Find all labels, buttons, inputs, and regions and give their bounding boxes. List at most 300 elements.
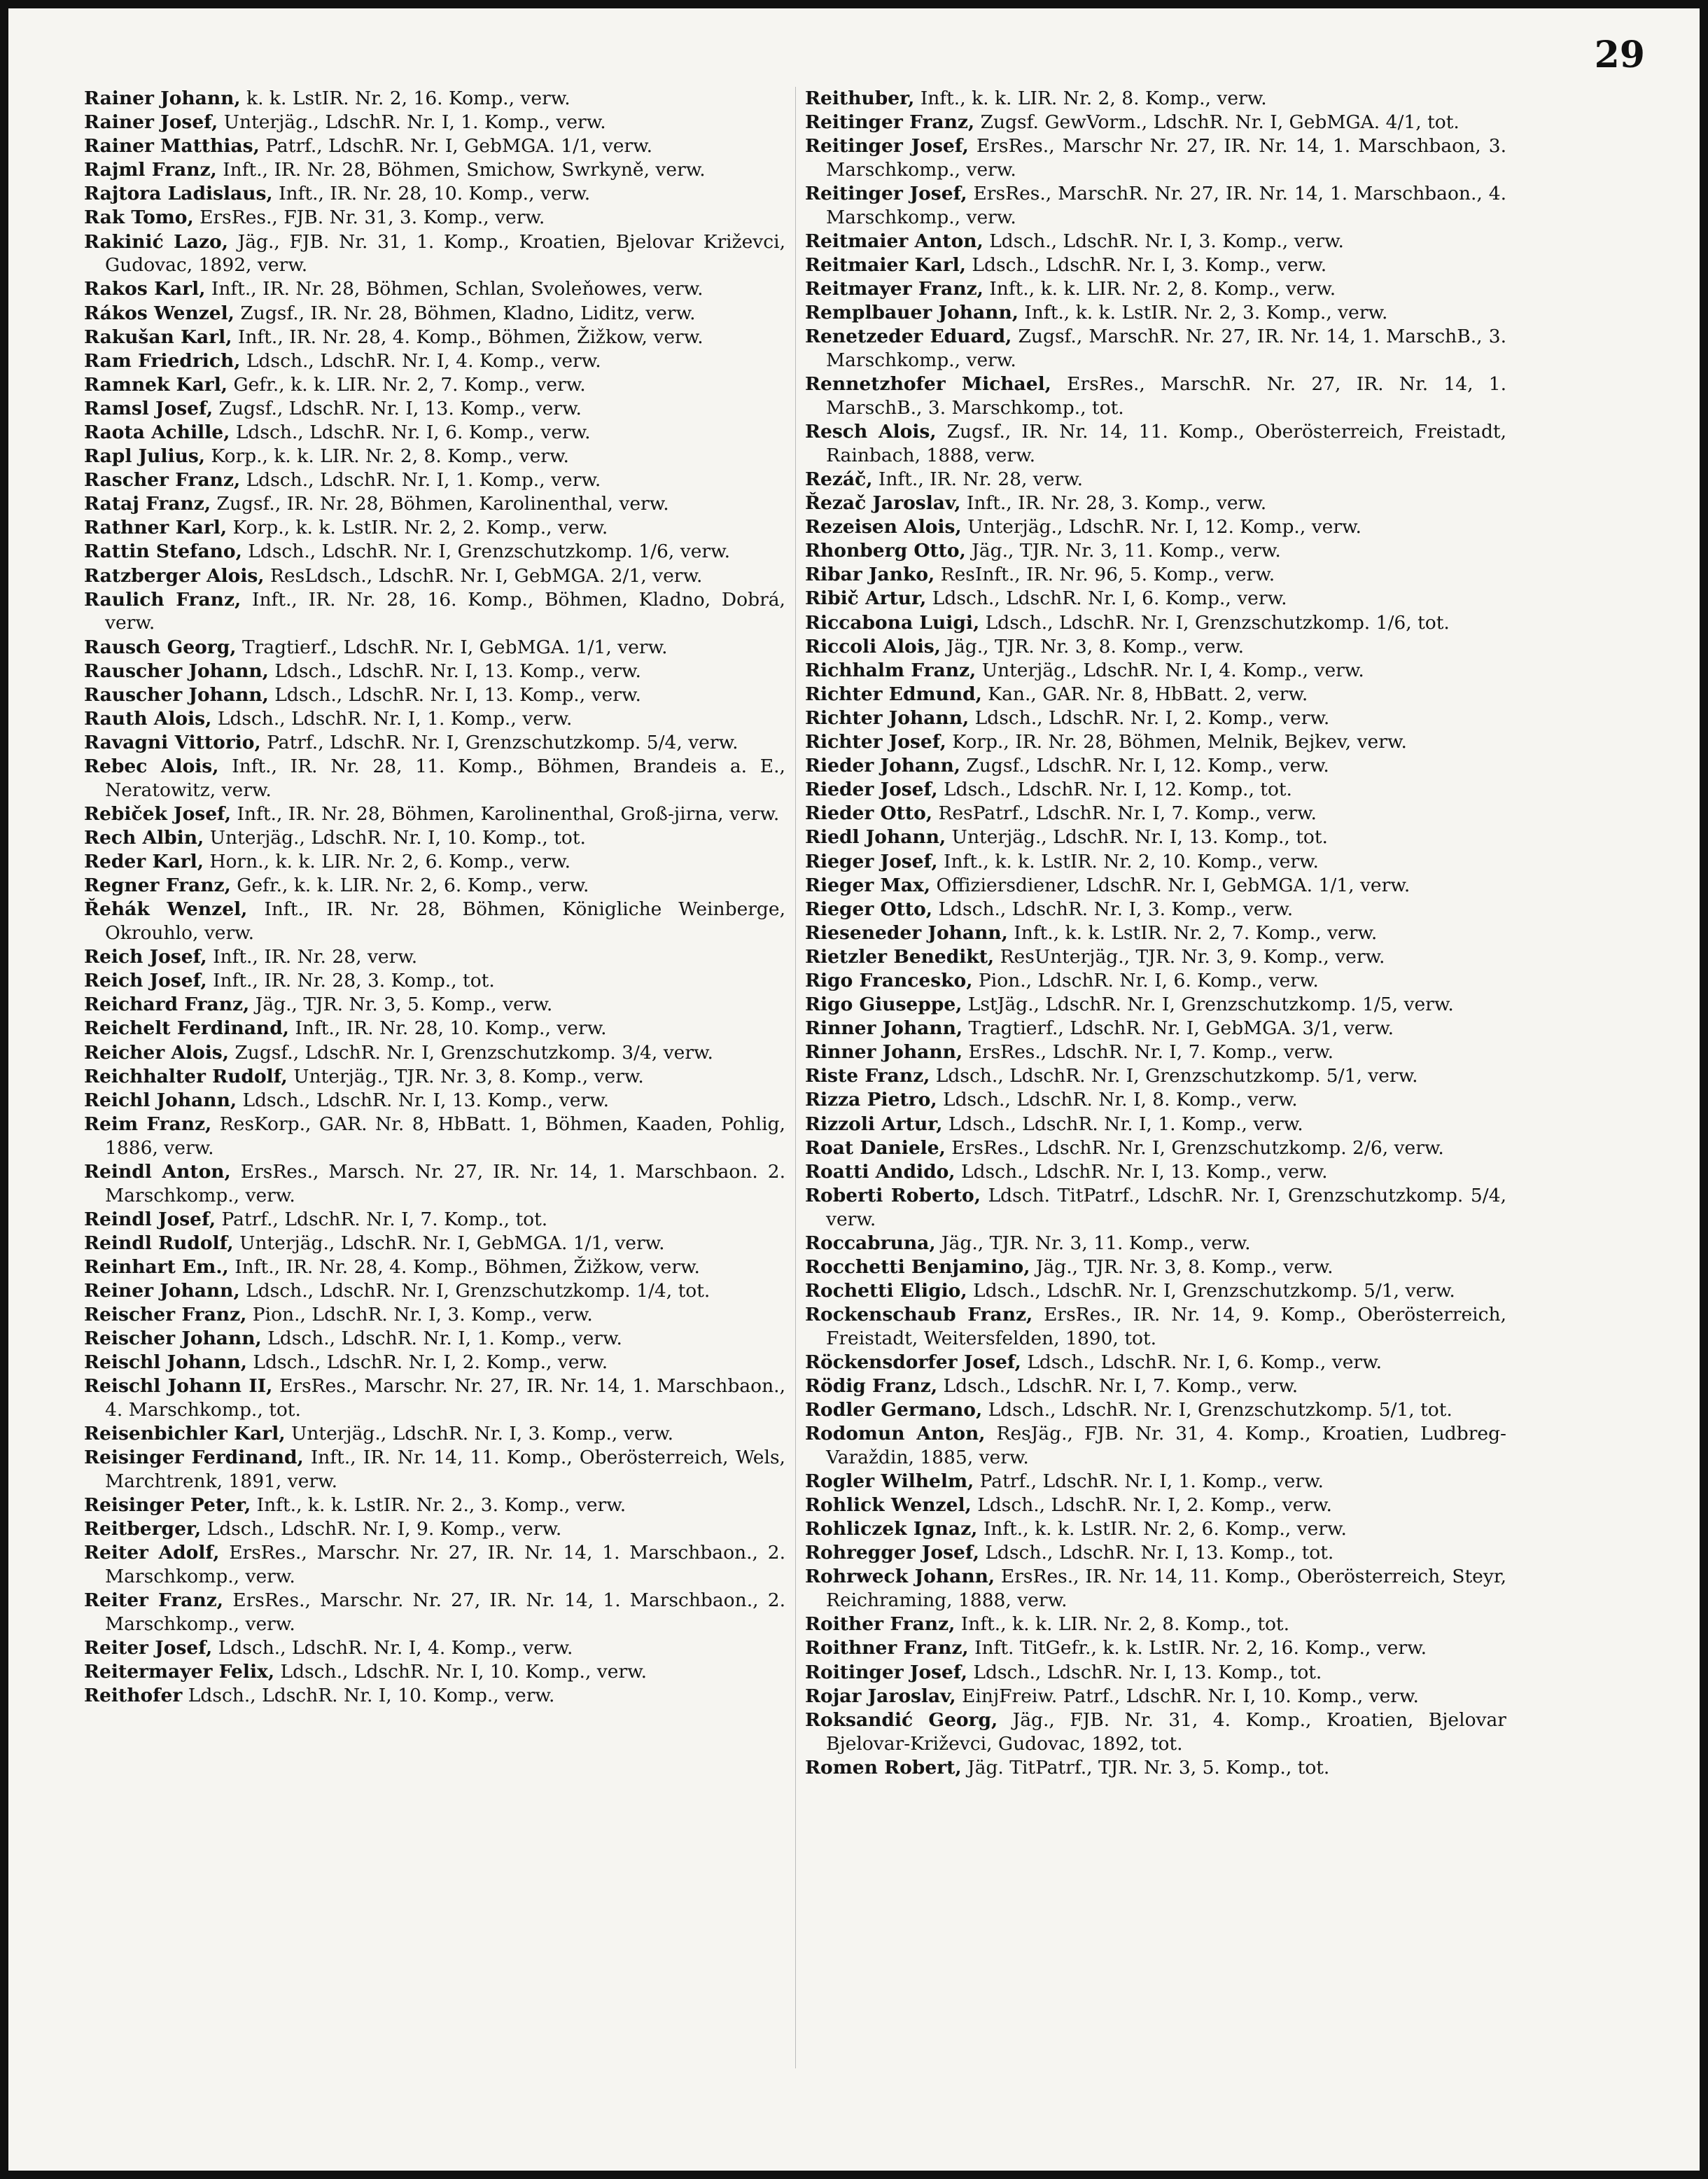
entry-details: Jäg., TJR. Nr. 3, 8. Komp., verw. xyxy=(946,635,1245,657)
entry-name: Rhonberg Otto, xyxy=(805,540,966,562)
list-item xyxy=(84,1636,785,1660)
list-item xyxy=(805,111,1506,134)
entry-name: Rebec Alois, xyxy=(84,756,219,778)
list-item xyxy=(805,230,1506,253)
list-item xyxy=(84,1517,785,1541)
entry-name: Ribar Janko, xyxy=(805,564,935,586)
list-item xyxy=(84,1089,785,1113)
entry-name: Reitmaier Karl, xyxy=(805,254,966,277)
entry-details: Ldsch., LdschR. Nr. I, Grenzschutzkomp. 1/6, tot. xyxy=(985,611,1450,634)
entry-name: Rennetzhofer Michael, xyxy=(805,373,1051,396)
entry-details: ErsRes., MarschR. Nr. 27, IR. Nr. 14, 1. MarschB., 3. Marschkomp., tot. xyxy=(826,373,1506,419)
entry-details: Ldsch., LdschR. Nr. I, 9. Komp., verw. xyxy=(206,1518,562,1540)
entry-name: Rauscher Johann, xyxy=(84,683,269,706)
entry-details: Ldsch., LdschR. Nr. I, 2. Komp., verw. xyxy=(974,706,1330,729)
entry-name: Rakušan Karl, xyxy=(84,326,232,348)
list-item xyxy=(84,826,785,850)
list-item xyxy=(84,1255,785,1279)
entry-name: Reiner Johann, xyxy=(84,1279,240,1302)
entry-details: Ldsch., LdschR. Nr. I, 1. Komp., verw. xyxy=(948,1113,1303,1135)
list-item xyxy=(805,1374,1506,1398)
list-item xyxy=(805,1636,1506,1660)
entry-name: Ram Friedrich, xyxy=(84,349,241,372)
list-item xyxy=(84,445,785,468)
entry-name: Ravagni Vittorio, xyxy=(84,731,261,753)
list-item xyxy=(805,945,1506,969)
list-item xyxy=(805,802,1506,826)
list-item xyxy=(84,1494,785,1517)
entry-name: Rausch Georg, xyxy=(84,636,237,658)
entry-details: Gefr., k. k. LIR. Nr. 2, 6. Komp., verw. xyxy=(237,875,589,897)
list-item xyxy=(805,1232,1506,1255)
list-item xyxy=(84,230,785,278)
entry-details: Ldsch., LdschR. Nr. I, 10. Komp., verw. xyxy=(188,1685,555,1707)
list-item xyxy=(805,1113,1506,1136)
list-item xyxy=(84,302,785,326)
entry-details: ErsRes., Marschr. Nr. 27, IR. Nr. 14, 1. Marschbaon., 2. Marschkomp., verw. xyxy=(105,1589,786,1636)
entry-details: ResInft., IR. Nr. 96, 5. Komp., verw. xyxy=(940,564,1275,586)
entry-name: Riesenеder Johann, xyxy=(805,921,1008,944)
entry-name: Rizzoli Artur, xyxy=(805,1113,943,1135)
entry-name: Reindl Rudolf, xyxy=(84,1232,234,1254)
list-item xyxy=(805,134,1506,182)
list-item xyxy=(805,993,1506,1017)
entry-details: Unterjäg., LdschR. Nr. I, GebMGA. 1/1, verw. xyxy=(239,1232,665,1254)
entry-details: ErsRes., Marsch. Nr. 27, IR. Nr. 14, 1. Marschbaon. 2. Marschkomp., verw. xyxy=(105,1160,785,1206)
list-item xyxy=(84,1589,785,1636)
entry-name: Ramnek Karl, xyxy=(84,373,228,396)
entry-name: Rattin Stefano, xyxy=(84,541,242,563)
entry-name: Reischer Franz, xyxy=(84,1304,247,1325)
list-item xyxy=(805,1708,1506,1756)
list-item xyxy=(84,158,785,182)
list-item xyxy=(84,1684,785,1708)
entry-details: Jäg., TJR. Nr. 3, 11. Komp., verw. xyxy=(941,1232,1251,1254)
entry-details: Ldsch., LdschR. Nr. I, 13. Komp., verw. xyxy=(274,660,641,682)
entry-name: Rathner Karl, xyxy=(84,517,227,539)
entry-details: Ldsch., LdschR. Nr. I, 13. Komp., verw. xyxy=(274,683,641,706)
entry-details: Inft., k. k. LstIR. Nr. 2, 3. Komp., verw. xyxy=(1024,302,1388,324)
list-item xyxy=(84,468,785,492)
entry-details: k. k. LstIR. Nr. 2, 16. Komp., verw. xyxy=(246,88,570,109)
list-item xyxy=(805,1160,1506,1184)
list-item xyxy=(805,778,1506,802)
entry-details: Pion., LdschR. Nr. I, 6. Komp., verw. xyxy=(978,969,1319,991)
entry-name: Rascher Franz, xyxy=(84,469,241,492)
entry-name: Rinner Johann, xyxy=(805,1017,963,1040)
entry-name: Rojar Jaroslav, xyxy=(805,1685,956,1707)
entry-name: Rech Albin, xyxy=(84,827,204,849)
entry-details: Ldsch., LdschR. Nr. I, 10. Komp., verw. xyxy=(280,1661,648,1683)
entry-name: Reindl Anton, xyxy=(84,1160,231,1183)
entry-name: Rieger Josef, xyxy=(805,850,938,872)
list-item xyxy=(805,182,1506,230)
list-item xyxy=(805,659,1506,683)
entry-details: Korp., k. k. LstIR. Nr. 2, 2. Komp., verw. xyxy=(232,517,608,539)
list-item xyxy=(805,1064,1506,1088)
list-item xyxy=(805,850,1506,874)
entry-details: Unterjäg., LdschR. Nr. I, 1. Komp., verw. xyxy=(223,111,606,134)
list-item xyxy=(84,1017,785,1040)
entry-name: Rohregger Josef, xyxy=(805,1542,979,1564)
list-item xyxy=(805,373,1506,420)
list-item xyxy=(84,1160,785,1208)
list-item xyxy=(84,874,785,898)
entry-details: Unterjäg., TJR. Nr. 3, 8. Komp., verw. xyxy=(293,1065,644,1087)
entry-details: Patrf., LdschR. Nr. I, 1. Komp., verw. xyxy=(979,1470,1324,1493)
entry-name: Riccoli Alois, xyxy=(805,635,941,657)
entry-details: Inft., IR. Nr. 28, Böhmen, Smichow, Swrkyně, verw. xyxy=(223,159,706,181)
entry-name: Rak Tomo, xyxy=(84,207,194,229)
list-item xyxy=(805,587,1506,611)
entry-details: ResLdsch., LdschR. Nr. I, GebMGA. 2/1, verw. xyxy=(270,564,703,587)
list-item xyxy=(84,588,785,636)
entry-name: Řezač Jaroslav, xyxy=(805,492,961,515)
entry-details: Inft., IR. Nr. 14, 11. Komp., Oberösterreich, Wels, Marchtrenk, 1891, verw. xyxy=(105,1447,785,1493)
entry-name: Rinner Johann, xyxy=(805,1041,963,1064)
entry-name: Rieger Otto, xyxy=(805,898,932,920)
entry-details: Ldsch., LdschR. Nr. I, Grenzschutzkomp. 5/1, verw. xyxy=(935,1065,1418,1087)
entry-name: Rebiček Josef, xyxy=(84,802,232,825)
entry-name: Rezeisen Alois, xyxy=(805,516,962,538)
entry-details: Inft., k. k. LstIR. Nr. 2, 6. Komp., verw. xyxy=(983,1518,1347,1540)
entry-details: Ldsch., LdschR. Nr. I, 2. Komp., verw. xyxy=(977,1494,1332,1517)
entry-details: ResPatrf., LdschR. Nr. I, 7. Komp., verw. xyxy=(938,802,1317,825)
entry-name: Riedl Johann, xyxy=(805,826,946,849)
list-item xyxy=(84,1660,785,1684)
list-item xyxy=(84,1041,785,1065)
document-page xyxy=(8,8,1700,2171)
entry-name: Reischl Johann II, xyxy=(84,1375,273,1398)
list-item xyxy=(805,1040,1506,1064)
list-item xyxy=(805,1422,1506,1470)
list-item xyxy=(84,850,785,874)
list-item xyxy=(805,87,1506,111)
list-item xyxy=(84,111,785,134)
entry-name: Roitinger Josef, xyxy=(805,1661,967,1683)
list-item xyxy=(805,730,1506,754)
entry-details: Ldsch., LdschR. Nr. I, 3. Komp., verw. xyxy=(989,230,1344,252)
entry-name: Reitinger Josef, xyxy=(805,183,967,205)
list-item xyxy=(805,1494,1506,1517)
entry-name: Reichl Johann, xyxy=(84,1089,237,1111)
entry-name: Ribič Artur, xyxy=(805,587,927,610)
entry-name: Reichhalter Rudolf, xyxy=(84,1065,288,1087)
entry-name: Reder Karl, xyxy=(84,851,204,873)
list-item xyxy=(84,87,785,111)
entry-details: Kan., GAR. Nr. 8, HbBatt. 2, verw. xyxy=(988,683,1308,705)
list-item xyxy=(84,421,785,445)
list-item xyxy=(84,564,785,588)
entry-details: Zugsf., MarschR. Nr. 27, IR. Nr. 14, 1. MarschB., 3. Marschkomp., verw. xyxy=(826,326,1506,372)
entry-details: Ldsch., LdschR. Nr. I, 13. Komp., verw. xyxy=(960,1160,1328,1183)
left-column xyxy=(84,87,785,1708)
entry-name: Reichard Franz, xyxy=(84,994,250,1016)
page-number: 29 xyxy=(1594,34,1645,76)
list-item xyxy=(805,611,1506,635)
entry-details: Ldsch., LdschR. Nr. I, 13. Komp., verw. xyxy=(242,1089,610,1111)
entry-details: Jäg., TJR. Nr. 3, 5. Komp., verw. xyxy=(255,994,553,1016)
entry-name: Rapl Julius, xyxy=(84,445,205,468)
list-item xyxy=(805,301,1506,325)
entry-details: Ldsch., LdschR. Nr. I, 1. Komp., verw. xyxy=(267,1328,622,1350)
entry-name: Reisinger Ferdinand, xyxy=(84,1447,304,1469)
entry-details: Tragtierf., LdschR. Nr. I, GebMGA. 1/1, verw. xyxy=(241,636,668,658)
list-item xyxy=(805,1017,1506,1040)
list-item xyxy=(805,253,1506,277)
list-item xyxy=(805,468,1506,492)
entry-details: Zugsf., IR. Nr. 28, Böhmen, Kladno, Liditz, verw. xyxy=(240,302,696,324)
list-item xyxy=(84,1113,785,1160)
entry-details: Ldsch., LdschR. Nr. I, 3. Komp., verw. xyxy=(972,254,1327,277)
entry-name: Rödig Franz, xyxy=(805,1374,938,1397)
list-item xyxy=(84,802,785,826)
entry-details: Inft., IR. Nr. 28, 3. Komp., tot. xyxy=(213,970,495,992)
entry-name: Reitinger Franz, xyxy=(805,111,975,134)
entry-details: Inft., IR. Nr. 28, 16. Komp., Böhmen, Kladno, Dobrá, verw. xyxy=(105,588,785,634)
entry-details: Ldsch., LdschR. Nr. I, 8. Komp., verw. xyxy=(942,1089,1298,1111)
entry-details: Jäg., FJB. Nr. 31, 1. Komp., Kroatien, Bjelovar Križevci, Gudovac, 1892, verw. xyxy=(105,230,785,277)
list-item xyxy=(84,134,785,158)
entry-name: Reithuber, xyxy=(805,88,915,109)
entry-details: Inft., IR. Nr. 28, Böhmen, Königliche Weinberge, Okrouhlo, verw. xyxy=(105,898,785,945)
entry-details: Inft., IR. Nr. 28, 10. Komp., verw. xyxy=(279,183,591,205)
column-divider xyxy=(795,87,796,2068)
list-item xyxy=(805,1613,1506,1636)
list-item xyxy=(805,898,1506,921)
entry-details: Inft., IR. Nr. 28, 4. Komp., Böhmen, Žižkow, verw. xyxy=(234,1255,700,1278)
list-item xyxy=(84,755,785,802)
entry-details: Zugsf., LdschR. Nr. I, Grenzschutzkomp. 3/4, verw. xyxy=(234,1041,713,1064)
entry-name: Rohliczek Ignaz, xyxy=(805,1518,978,1540)
list-item xyxy=(805,635,1506,659)
entry-name: Rogler Wilhelm, xyxy=(805,1470,974,1493)
entry-name: Rigo Giuseppe, xyxy=(805,994,962,1016)
list-item xyxy=(805,1517,1506,1541)
list-item xyxy=(805,539,1506,563)
list-item xyxy=(84,397,785,421)
entry-details: Ldsch., LdschR. Nr. I, 6. Komp., verw. xyxy=(1027,1351,1382,1373)
list-item xyxy=(84,1065,785,1089)
entry-name: Reischl Johann, xyxy=(84,1351,247,1374)
entry-details: Zugsf. GewVorm., LdschR. Nr. I, GebMGA. 4/1, tot. xyxy=(980,111,1460,134)
entry-details: Inft., IR. Nr. 28, 11. Komp., Böhmen, Brandeis a. E., Neratowitz, verw. xyxy=(105,756,785,801)
entry-details: Zugsf., IR. Nr. 28, Böhmen, Karolinenthal, verw. xyxy=(216,493,669,515)
list-item xyxy=(805,1184,1506,1232)
entry-details: Jäg. TitPatrf., TJR. Nr. 3, 5. Komp., tot. xyxy=(967,1756,1330,1778)
list-item xyxy=(805,826,1506,849)
entry-details: Jäg., FJB. Nr. 31, 4. Komp., Kroatien, Bjelovar Bjelovar-Križevci, Gudovac, 1892, tot. xyxy=(826,1708,1506,1755)
entry-details: Inft., k. k. LIR. Nr. 2, 8. Komp., verw. xyxy=(989,278,1336,300)
entry-details: Inft., IR. Nr. 28, verw. xyxy=(213,946,418,968)
entry-details: Unterjäg., LdschR. Nr. I, 10. Komp., tot. xyxy=(209,827,586,849)
list-item xyxy=(805,1685,1506,1708)
entry-name: Reitberger, xyxy=(84,1518,202,1540)
entry-name: Roksandić Georg, xyxy=(805,1708,998,1731)
entry-details: Inft., IR. Nr. 28, 4. Komp., Böhmen, Žižkow, verw. xyxy=(237,326,704,348)
entry-details: Inft., k. k. LIR. Nr. 2, 8. Komp., tot. xyxy=(960,1613,1290,1636)
list-item xyxy=(84,1422,785,1446)
entry-name: Richter Edmund, xyxy=(805,683,982,705)
entry-details: Patrf., LdschR. Nr. I, 7. Komp., tot. xyxy=(221,1208,548,1230)
entry-details: LstJäg., LdschR. Nr. I, Grenzschutzkomp. 1/5, verw. xyxy=(967,994,1454,1016)
list-item xyxy=(805,706,1506,730)
entry-details: Zugsf., LdschR. Nr. I, 13. Komp., verw. xyxy=(218,397,582,419)
entry-details: Ldsch., LdschR. Nr. I, Grenzschutzkomp. 5/1, tot. xyxy=(988,1399,1452,1421)
list-item xyxy=(84,945,785,969)
entry-name: Rainer Matthias, xyxy=(84,135,260,158)
list-item xyxy=(805,754,1506,778)
list-item xyxy=(805,1756,1506,1780)
entry-name: Roccabruna, xyxy=(805,1232,936,1254)
list-item xyxy=(84,1279,785,1303)
list-item xyxy=(805,515,1506,539)
entry-name: Roat Daniele, xyxy=(805,1136,946,1159)
entry-details: Inft. TitGefr., k. k. LstIR. Nr. 2, 16. Komp., verw. xyxy=(974,1637,1427,1659)
entry-name: Raota Achille, xyxy=(84,422,230,444)
entry-name: Remplbauer Johann, xyxy=(805,302,1018,324)
entry-name: Rietzler Benedikt, xyxy=(805,945,995,968)
list-item xyxy=(805,277,1506,301)
entry-details: Ldsch., LdschR. Nr. I, 1. Komp., verw. xyxy=(217,707,573,730)
list-item xyxy=(805,1565,1506,1613)
list-item xyxy=(84,1303,785,1327)
entry-name: Riste Franz, xyxy=(805,1065,930,1087)
entry-details: Ldsch., LdschR. Nr. I, 6. Komp., verw. xyxy=(932,587,1287,610)
list-item xyxy=(805,921,1506,945)
entry-details: Zugsf., LdschR. Nr. I, 12. Komp., verw. xyxy=(966,755,1329,777)
entry-name: Reinhart Em., xyxy=(84,1255,229,1278)
list-item xyxy=(84,969,785,993)
list-item xyxy=(84,540,785,564)
list-item xyxy=(84,707,785,731)
entry-name: Roatti Andido, xyxy=(805,1160,955,1183)
entry-name: Reichelt Ferdinand, xyxy=(84,1017,289,1040)
entry-details: Inft., IR. Nr. 28, Böhmen, Schlan, Svoleňowes, verw. xyxy=(211,278,704,300)
entry-details: Unterjäg., LdschR. Nr. I, 4. Komp., verw. xyxy=(981,659,1364,681)
entry-details: ErsRes., IR. Nr. 14, 9. Komp., Oberösterreich, Freistadt, Weitersfelden, 1890, tot. xyxy=(826,1304,1506,1349)
entry-name: Reisenbichler Karl, xyxy=(84,1423,286,1445)
list-item xyxy=(805,1398,1506,1422)
entry-name: Riccabona Luigi, xyxy=(805,611,980,634)
entry-name: Rockenschaub Franz, xyxy=(805,1304,1033,1325)
entry-details: ErsRes., IR. Nr. 14, 11. Komp., Oberösterreich, Steyr, Reichraming, 1888, verw. xyxy=(826,1566,1506,1612)
entry-details: Pion., LdschR. Nr. I, 3. Komp., verw. xyxy=(252,1304,593,1325)
list-item xyxy=(805,1088,1506,1112)
list-item xyxy=(84,660,785,683)
list-item xyxy=(805,683,1506,706)
entry-details: Jäg., TJR. Nr. 3, 8. Komp., verw. xyxy=(1035,1255,1334,1278)
list-item xyxy=(84,731,785,755)
entry-name: Rochetti Eligio, xyxy=(805,1279,967,1302)
entry-name: Reitermayer Felix, xyxy=(84,1661,275,1683)
list-item xyxy=(84,636,785,660)
entry-details: Inft., IR. Nr. 28, verw. xyxy=(878,468,1084,491)
entry-details: Ldsch., LdschR. Nr. I, Grenzschutzkomp. 5/1, verw. xyxy=(973,1279,1455,1302)
entry-details: Ldsch., LdschR. Nr. I, 3. Komp., verw. xyxy=(938,898,1294,920)
entry-details: Patrf., LdschR. Nr. I, GebMGA. 1/1, verw. xyxy=(265,135,653,158)
entry-name: Rajml Franz, xyxy=(84,159,217,181)
entry-details: ErsRes., Marschr. Nr. 27, IR. Nr. 14, 1. Marschbaon., 4. Marschkomp., tot. xyxy=(105,1375,785,1421)
entry-details: ErsRes., LdschR. Nr. I, 7. Komp., verw. xyxy=(968,1041,1334,1064)
list-item xyxy=(84,206,785,230)
entry-details: Unterjäg., LdschR. Nr. I, 3. Komp., verw. xyxy=(291,1423,674,1445)
entry-name: Richter Johann, xyxy=(805,706,969,729)
list-item xyxy=(84,1351,785,1374)
list-item xyxy=(84,326,785,349)
list-item xyxy=(805,1541,1506,1565)
entry-name: Reim Franz, xyxy=(84,1113,212,1135)
entry-name: Resch Alois, xyxy=(805,421,937,443)
entry-details: Gefr., k. k. LIR. Nr. 2, 7. Komp., verw. xyxy=(233,373,586,396)
entry-details: Ldsch., LdschR. Nr. I, Grenzschutzkomp. 1/4, tot. xyxy=(246,1279,710,1302)
list-item xyxy=(805,492,1506,515)
list-item xyxy=(84,516,785,540)
list-item xyxy=(84,898,785,945)
entry-name: Roither Franz, xyxy=(805,1613,955,1636)
list-item xyxy=(805,420,1506,468)
list-item xyxy=(805,1136,1506,1160)
entry-details: Patrf., LdschR. Nr. I, Grenzschutzkomp. 5/4, verw. xyxy=(267,731,738,753)
entry-name: Reisinger Peter, xyxy=(84,1494,251,1517)
list-item xyxy=(805,874,1506,898)
list-item xyxy=(84,1208,785,1232)
list-item xyxy=(84,1541,785,1589)
entry-name: Ratzberger Alois, xyxy=(84,564,265,587)
entry-details: Jäg., TJR. Nr. 3, 11. Komp., verw. xyxy=(972,540,1281,562)
entry-details: Zugsf., IR. Nr. 14, 11. Komp., Oberösterreich, Freistadt, Rainbach, 1888, verw. xyxy=(826,421,1506,466)
entry-name: Rauscher Johann, xyxy=(84,660,269,682)
entry-name: Reischer Johann, xyxy=(84,1328,262,1350)
entry-name: Regner Franz, xyxy=(84,875,231,897)
list-item xyxy=(84,1374,785,1422)
list-item xyxy=(84,277,785,301)
entry-name: Rocchetti Benjamino, xyxy=(805,1255,1030,1278)
entry-name: Richter Josef, xyxy=(805,731,946,753)
list-item xyxy=(805,1303,1506,1351)
entry-name: Reiter Adolf, xyxy=(84,1542,220,1564)
entry-name: Richhalm Franz, xyxy=(805,659,976,681)
entry-details: Ldsch., LdschR. Nr. I, 1. Komp., verw. xyxy=(246,469,601,492)
entry-details: Inft., k. k. LstIR. Nr. 2., 3. Komp., verw. xyxy=(256,1494,626,1517)
entry-name: Renetzeder Eduard, xyxy=(805,326,1012,348)
entry-name: Rigo Francesko, xyxy=(805,969,973,991)
list-item xyxy=(84,492,785,516)
entry-details: Ldsch., LdschR. Nr. I, 7. Komp., verw. xyxy=(943,1374,1298,1397)
list-item xyxy=(805,1351,1506,1374)
entry-name: Rakos Karl, xyxy=(84,278,206,300)
entry-details: Ldsch., LdschR. Nr. I, 4. Komp., verw. xyxy=(218,1637,573,1659)
entry-details: ResJäg., FJB. Nr. 31, 4. Komp., Kroatien, Ludbreg-Varaždin, 1885, verw. xyxy=(826,1423,1506,1468)
entry-details: ErsRes., Marschr. Nr. 27, IR. Nr. 14, 1. Marschbaon., 2. Marschkomp., verw. xyxy=(105,1542,785,1588)
entry-name: Romen Robert, xyxy=(805,1756,962,1778)
entry-name: Roithner Franz, xyxy=(805,1637,969,1659)
entry-details: Ldsch., LdschR. Nr. I, Grenzschutzkomp. 1/6, verw. xyxy=(248,541,731,563)
entry-details: Unterjäg., LdschR. Nr. I, 13. Komp., tot. xyxy=(951,826,1328,849)
entry-details: Inft., k. k. LIR. Nr. 2, 8. Komp., verw. xyxy=(920,88,1267,109)
entry-name: Rákos Wenzel, xyxy=(84,302,234,324)
entry-name: Reithofer xyxy=(84,1685,183,1707)
entry-name: Řehák Wenzel, xyxy=(84,898,248,921)
entry-details: Ldsch. TitPatrf., LdschR. Nr. I, Grenzschutzkomp. 5/4, verw. xyxy=(826,1184,1506,1230)
entry-name: Rieger Max, xyxy=(805,874,931,896)
entry-name: Rainer Josef, xyxy=(84,111,218,134)
entry-name: Rieder Johann, xyxy=(805,755,960,777)
entry-details: ErsRes., LdschR. Nr. I, Grenzschutzkomp. 2/6, verw. xyxy=(951,1136,1444,1159)
entry-details: Inft., IR. Nr. 28, 10. Komp., verw. xyxy=(295,1017,607,1040)
entry-name: Reicher Alois, xyxy=(84,1041,229,1064)
entry-details: Ldsch., LdschR. Nr. I, 4. Komp., verw. xyxy=(246,349,601,372)
